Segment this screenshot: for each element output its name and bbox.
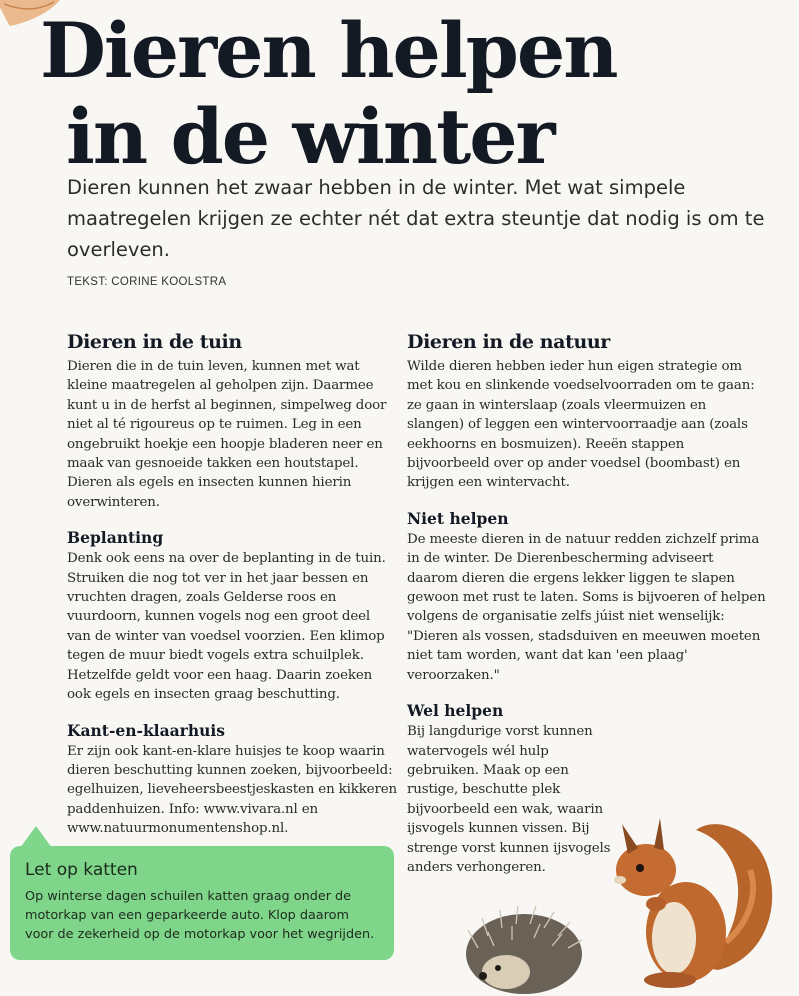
body-niet-helpen: De meeste dieren in de natuur redden zichzelf prima in de winter. De Dierenbescherming adviseert daarom dieren die ergens lekker liggen te slapen gewoon met rust te laten. Soms is bijvoeren of helpen volgens de organisatie zelfs júist niet wenselijk: "Dieren als vossen, stadsduiven en meeuwen moeten niet tam worden, want dat kan 'een plaag' veroorzaken.": [407, 531, 766, 683]
title-line-1: Dieren helpen: [40, 6, 617, 95]
hedgehog-photo: [458, 888, 588, 996]
left-column-body: Dieren die in de tuin leven, kunnen met wat kleine maatregelen al geholpen zijn. Daarmee kunt u in de herfst al beginnen, simpelweg door niet al té rigoureus op te ruimen. Leg in een ongebruikt hoekje een hoopje bladeren neer en maak van gesnoeide takken een houtstapel. Dieren als egels en insecten kunnen hierin overwinteren.: [67, 359, 387, 510]
callout-box: [10, 846, 394, 960]
intro-text: Dieren kunnen het zwaar hebben in de winter. Met wat simpele maatregelen krijgen ze echter nét dat extra steuntje dat nodig is om te overleven.: [67, 176, 765, 261]
body-beplanting: Denk ook eens na over de beplanting in de tuin. Struiken die nog tot ver in het jaar bessen en vruchten dragen, zoals Gelderse roos en vuurdoorn, kunnen vogels nog een groot deel van de winter van voedsel voorzien. Een klimop tegen de muur biedt vogels extra schuilplek. Hetzelfde geldt voor een haag. Daarin zoeken ook egels en insecten graag beschutting.: [67, 551, 386, 703]
squirrel-photo: [600, 792, 786, 992]
section-dieren-in-de-tuin: [67, 330, 397, 512]
author-credit: TEKST: CORINE KOOLSTRA: [67, 276, 227, 288]
subheading-kant-en-klaarhuis: Kant-en-klaarhuis: [67, 720, 225, 740]
right-column-heading: Dieren in de natuur: [407, 331, 610, 353]
left-column: [67, 330, 397, 855]
body-kant-en-klaarhuis: Er zijn ook kant-en-klare huisjes te koop waarin dieren beschutting kunnen zoeken, bijvoorbeeld: egelhuizen, lieveheersbeestjeskasten en kikkeren paddenhuizen. Info: www.vivara.nl en www.natuurmonumentenshop.nl.: [67, 743, 397, 837]
body-wel-helpen: Bij langdurige vorst kunnen watervogels wél hulp gebruiken. Maak op een rustige, beschutte plek bijvoorbeeld een wak, waarin ijsvogels kunnen vissen. Bij strenge vorst kunnen ijsvogels anders verhongeren.: [407, 724, 611, 875]
callout-body: Op winterse dagen schuilen katten graag onder de motorkap van een geparkeerde auto. Klop daarom voor de zekerheid op de motorkap voor het wegrijden.: [25, 889, 375, 942]
left-column-heading: Dieren in de tuin: [67, 331, 242, 353]
callout-heading: Let op katten: [25, 860, 138, 880]
section-kant-en-klaarhuis: [67, 721, 397, 839]
right-column-body: Wilde dieren hebben ieder hun eigen strategie om met kou en slinkende voedselvoorraden om te gaan: ze gaan in winterslaap (zoals vleermuizen en slangen) of leggen een wintervoorraadje aan (zoals eekhoorns en bosmuizen). Reeën stappen bijvoorbeeld over op ander voedsel (boombast) en krijgen een wintervacht.: [407, 359, 755, 491]
section-niet-helpen: [407, 509, 767, 685]
page-title: [40, 8, 616, 180]
subheading-niet-helpen: Niet helpen: [407, 508, 509, 528]
subheading-beplanting: Beplanting: [67, 528, 164, 548]
title-line-2: in de winter: [66, 92, 554, 181]
section-beplanting: [67, 528, 397, 704]
subheading-wel-helpen: Wel helpen: [407, 701, 504, 721]
section-dieren-in-de-natuur: [407, 330, 767, 493]
callout-pointer: [20, 826, 52, 848]
